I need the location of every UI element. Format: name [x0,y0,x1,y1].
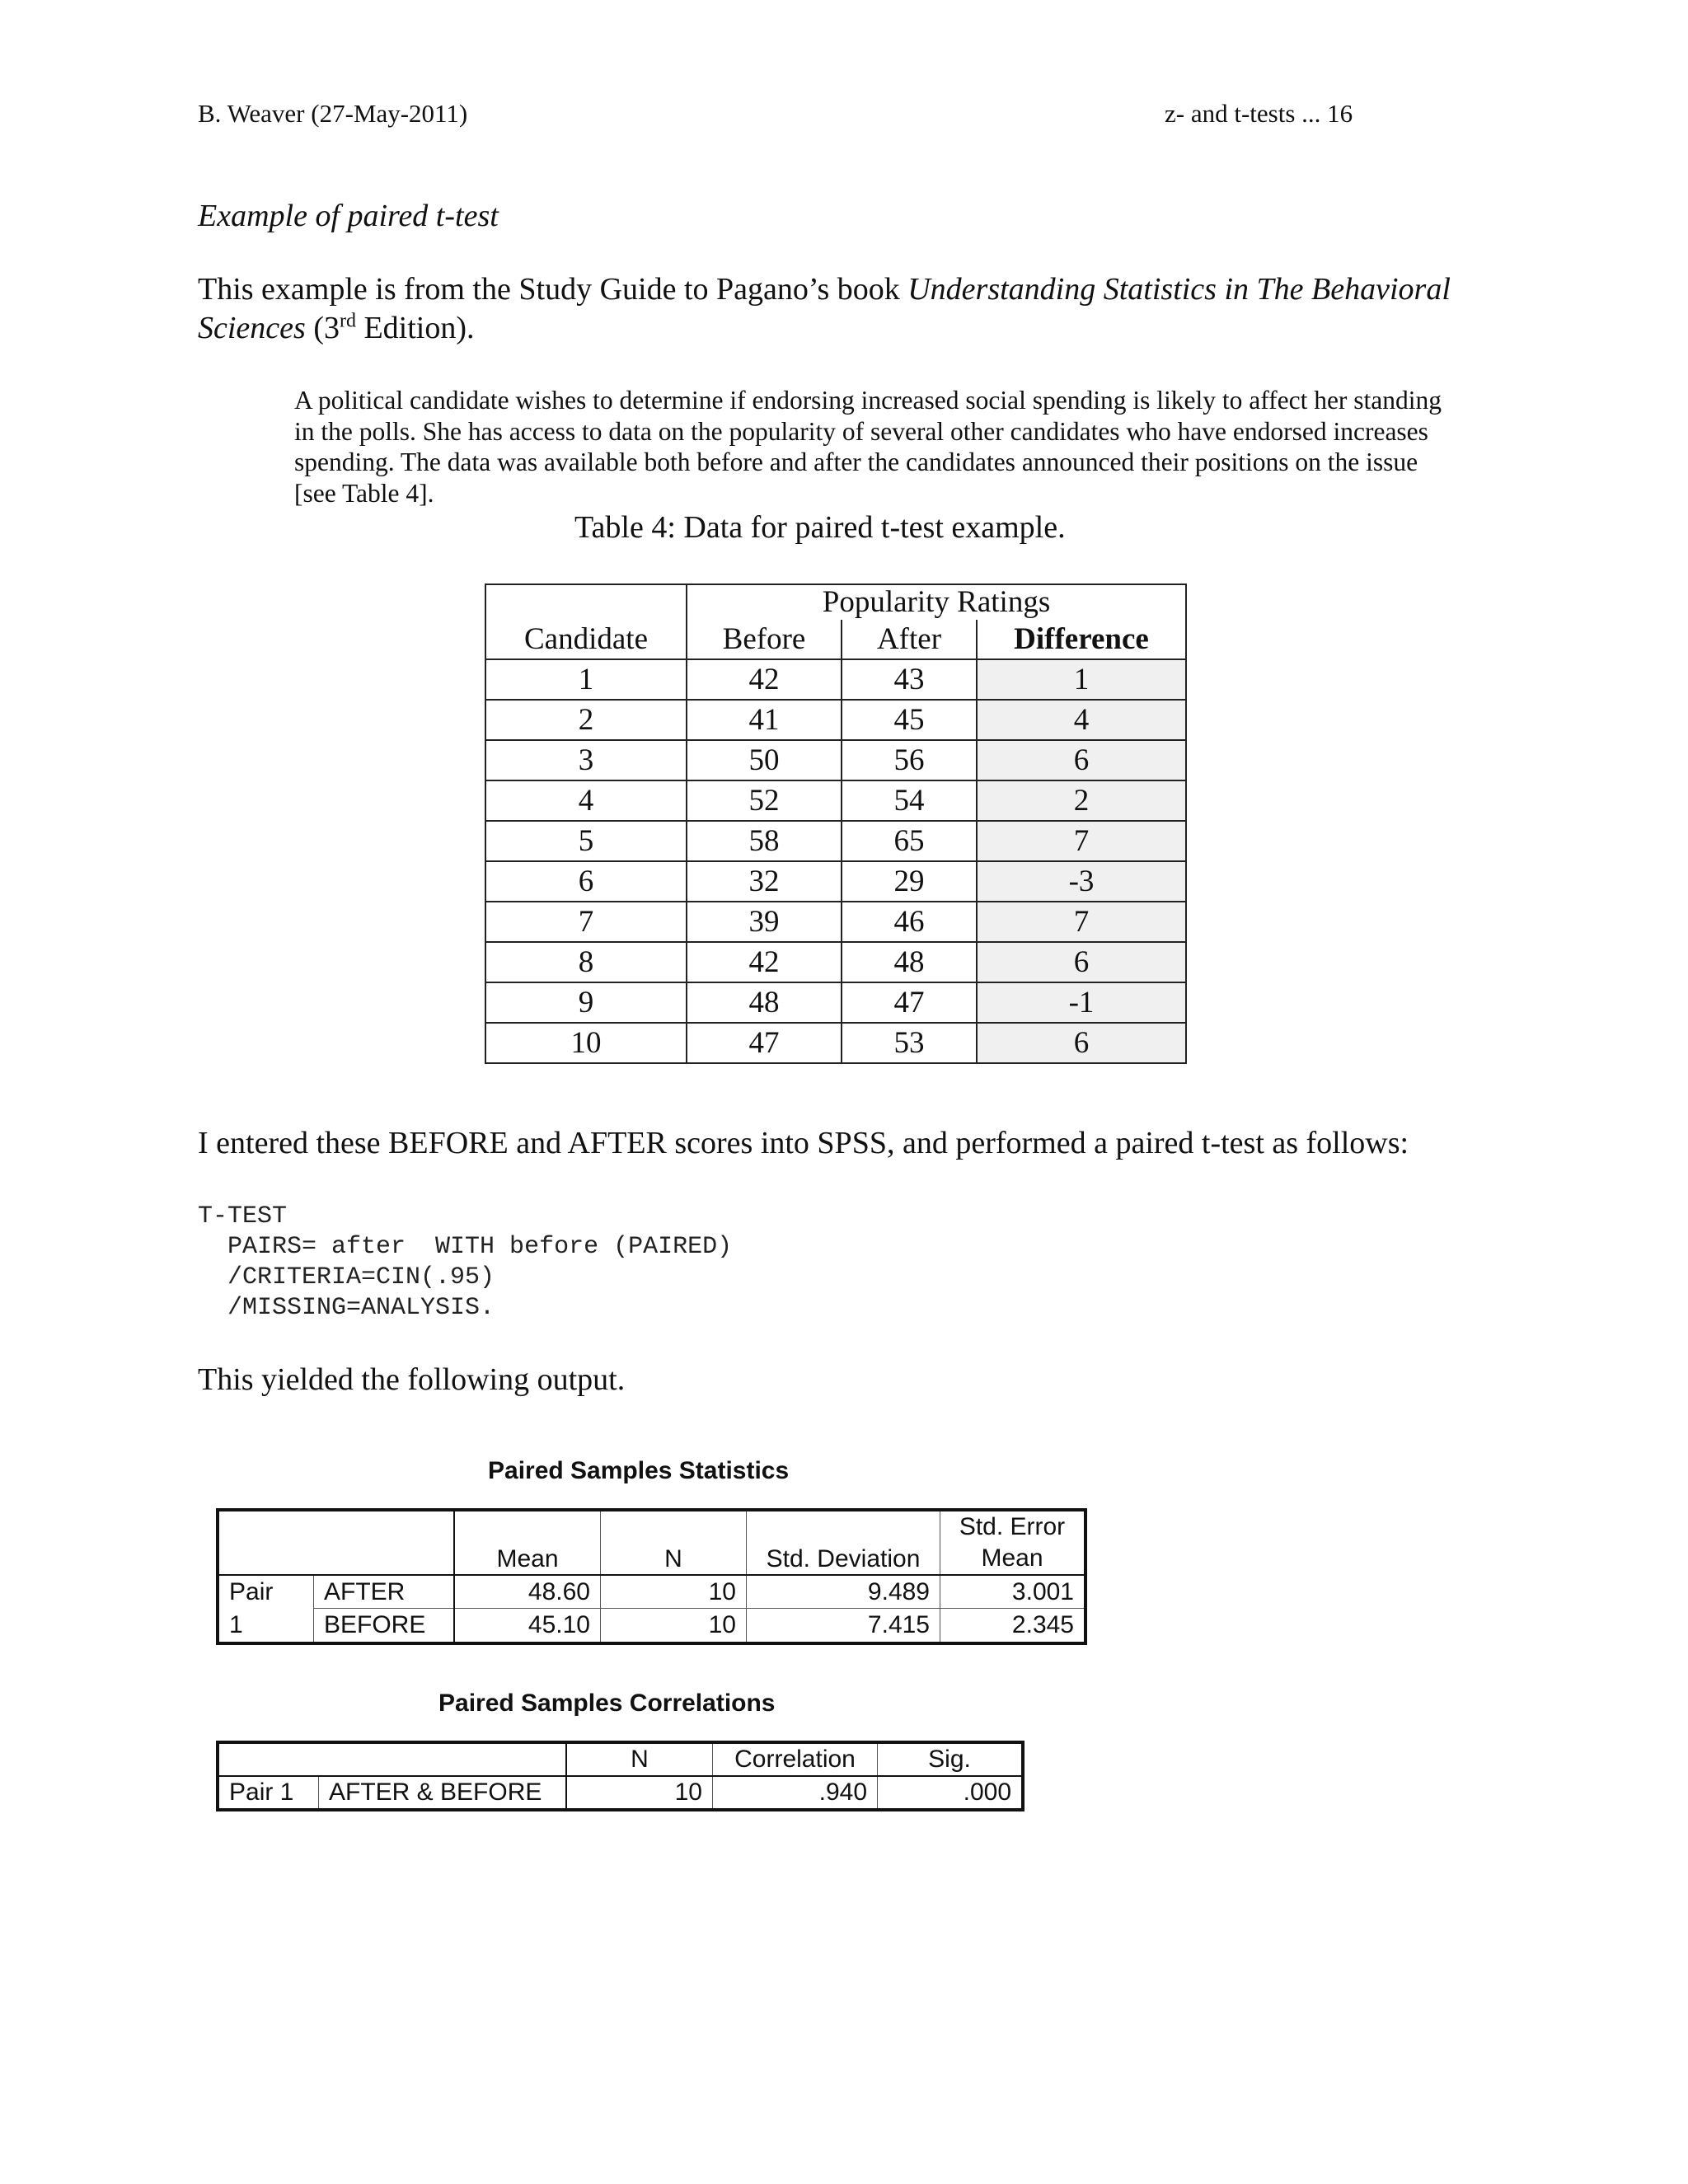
after-cell: 29 [842,861,977,902]
paired-stats-header-mean: Mean [454,1510,601,1575]
table-row [218,1575,1085,1609]
candidate-cell: 8 [485,942,687,982]
difference-cell: 2 [977,780,1186,821]
problem-quote: A political candidate wishes to determine if endorsing increased social spending is likely to affect her standing in the polls. She has access to data on the popularity of several other candidates who have endorsed increases spending. The data was available both before and after the candidates announced their positions on the issue [see Table 4]. [294,386,1442,508]
after-cell: 53 [842,1023,977,1063]
difference-cell: 4 [977,700,1186,740]
after-cell: 45 [842,700,977,740]
row-label: AFTER & BEFORE [319,1776,567,1810]
table-row [485,659,1186,700]
before-cell: 47 [687,1023,842,1063]
before-cell: 39 [687,902,842,942]
row-label: BEFORE [314,1609,455,1643]
before-cell: 42 [687,659,842,700]
table-row [485,740,1186,780]
spss-intro-paragraph: I entered these BEFORE and AFTER scores into SPSS, and performed a paired t-test as follows: [198,1126,1409,1160]
difference-cell: 1 [977,659,1186,700]
pair-label [218,1575,314,1643]
difference-cell: 6 [977,942,1186,982]
pair-label: Pair 1 [218,1776,319,1810]
paired-corr-title: Paired Samples Correlations [438,1690,776,1717]
paired-corr-header-sig: Sig. [878,1742,1024,1776]
table4-header-before: Before [687,620,842,659]
n-cell: 10 [566,1776,713,1810]
table4-caption: Table 4: Data for paired t-test example. [574,510,1066,545]
se-cell: 2.345 [940,1609,1086,1643]
n-cell: 10 [601,1575,747,1609]
paired-stats-header-se-1: Std. Error [940,1510,1086,1543]
table4-header-after: After [842,620,977,659]
after-cell: 48 [842,942,977,982]
paired-stats-corner [218,1510,454,1575]
difference-cell: 6 [977,1023,1186,1063]
pair-label-line2: 1 [229,1611,243,1638]
paired-stats-header-sd: Std. Deviation [747,1510,940,1575]
book-title: Understanding Statistics in The Behavioral Sciences [198,272,1451,345]
table-row [485,942,1186,982]
intro-paragraph [198,270,1484,348]
table4 [485,583,1187,1064]
difference-cell: -3 [977,861,1186,902]
candidate-cell: 1 [485,659,687,700]
after-cell: 43 [842,659,977,700]
before-cell: 58 [687,821,842,861]
candidate-cell: 3 [485,740,687,780]
table4-header-candidate: Candidate [485,620,687,659]
paired-stats-header-n: N [601,1510,747,1575]
table-row [485,780,1186,821]
before-cell: 32 [687,861,842,902]
candidate-cell: 5 [485,821,687,861]
sd-cell: 7.415 [747,1609,940,1643]
correlation-cell: .940 [713,1776,878,1810]
difference-cell: -1 [977,982,1186,1023]
paired-stats-header-se-2: Mean [940,1543,1086,1575]
table-row [485,982,1186,1023]
candidate-cell: 7 [485,902,687,942]
difference-cell: 7 [977,821,1186,861]
before-cell: 48 [687,982,842,1023]
after-cell: 65 [842,821,977,861]
paired-corr-table [216,1741,1025,1811]
difference-cell: 7 [977,902,1186,942]
after-cell: 54 [842,780,977,821]
running-header-left: B. Weaver (27-May-2011) [198,99,468,128]
difference-cell: 6 [977,740,1186,780]
after-cell: 47 [842,982,977,1023]
section-title: Example of paired t-test [198,199,499,233]
running-header-right: z- and t-tests ... 16 [1165,99,1353,128]
sd-cell: 9.489 [747,1575,940,1609]
table-row [485,821,1186,861]
row-label: AFTER [314,1575,455,1609]
table-row [485,902,1186,942]
table4-corner [485,584,687,620]
paired-corr-corner [218,1742,566,1776]
output-intro-paragraph: This yielded the following output. [198,1362,626,1397]
candidate-cell: 4 [485,780,687,821]
table-row [485,1023,1186,1063]
table-row [485,700,1186,740]
edition-superscript: rd [339,310,356,332]
se-cell: 3.001 [940,1575,1086,1609]
pair-label-line1: Pair [229,1578,274,1605]
paired-corr-header-n: N [566,1742,713,1776]
before-cell: 41 [687,700,842,740]
candidate-cell: 6 [485,861,687,902]
edition-suffix: Edition). [355,311,475,345]
n-cell: 10 [601,1609,747,1643]
after-cell: 56 [842,740,977,780]
table-row [218,1776,1023,1810]
paired-corr-header-correlation: Correlation [713,1742,878,1776]
edition-number: (3 [305,311,340,345]
sig-cell: .000 [878,1776,1024,1810]
candidate-cell: 9 [485,982,687,1023]
paired-stats-title: Paired Samples Statistics [488,1457,790,1484]
mean-cell: 45.10 [454,1609,601,1643]
table4-header-difference: Difference [977,620,1186,659]
spss-syntax-code: T-TEST PAIRS= after WITH before (PAIRED) /CRITERIA=CIN(.95) /MISSING=ANALYSIS. [198,1202,733,1322]
before-cell: 42 [687,942,842,982]
table4-group-header: Popularity Ratings [687,584,1186,620]
before-cell: 52 [687,780,842,821]
before-cell: 50 [687,740,842,780]
mean-cell: 48.60 [454,1575,601,1609]
after-cell: 46 [842,902,977,942]
intro-prefix: This example is from the Study Guide to Pagano’s book [198,272,908,307]
table-row [485,861,1186,902]
candidate-cell: 10 [485,1023,687,1063]
paired-stats-table [216,1508,1087,1645]
table-row [218,1609,1085,1643]
candidate-cell: 2 [485,700,687,740]
